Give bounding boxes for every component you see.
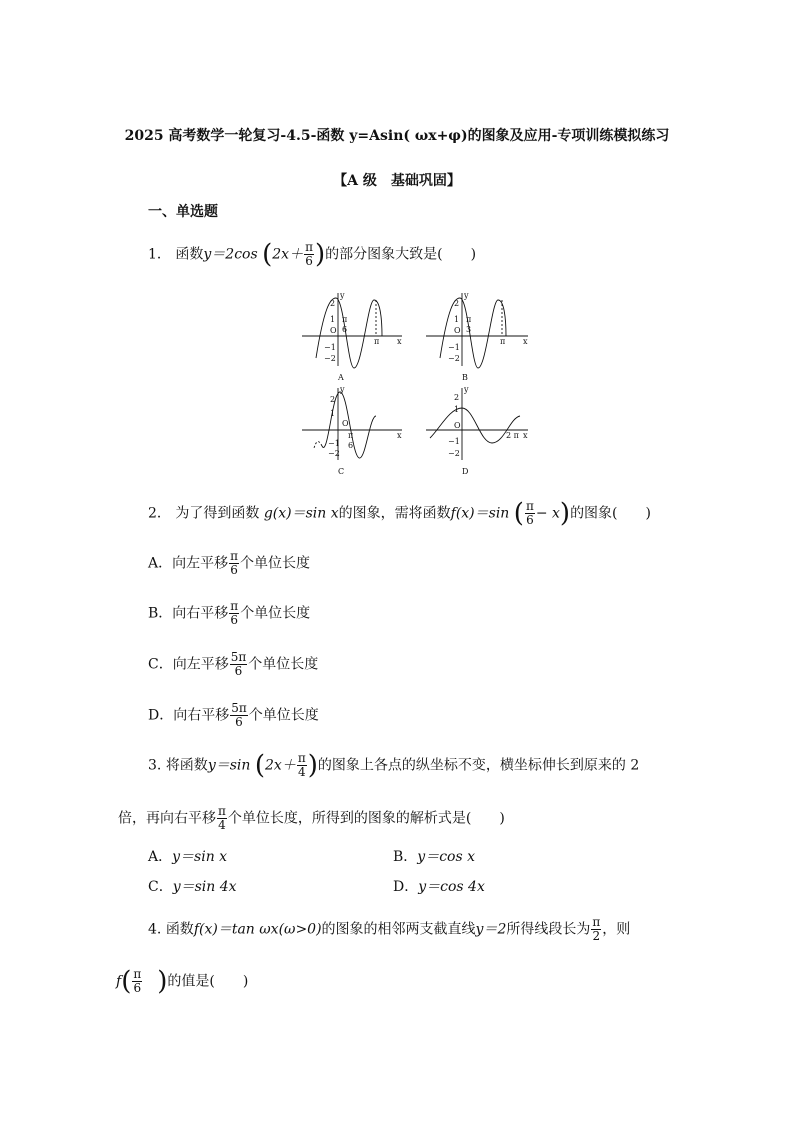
graph-c-tick: 6	[348, 441, 354, 450]
q2-option-b[interactable]: B．向右平移 $\frac{\pi}{6}$ 个单位长度	[148, 599, 311, 627]
question-4-line-2	[116, 968, 248, 995]
question-1	[148, 241, 476, 268]
graph-a-y-label: y	[340, 291, 345, 300]
graph-b-tick: 2	[454, 299, 460, 308]
graph-a-tick: 2	[330, 299, 336, 308]
fraction: $\frac{\pi}{6}$	[305, 240, 313, 268]
graph-c-tick: −1	[328, 439, 340, 448]
question-text: ，则	[602, 921, 631, 938]
question-number: 4.	[148, 921, 162, 938]
left-paren: (	[262, 239, 273, 270]
document-title: 2025 高考数学一轮复习-4.5-函数 y=Asin( ωx+φ)的图象及应用-专项训练模拟练习	[124, 128, 670, 144]
math-expression: 2x＋	[265, 757, 296, 774]
fraction: $\frac{5\pi}{6}$	[231, 701, 247, 729]
math-expression: f(x)＝sin	[450, 505, 510, 522]
q2-option-d[interactable]: D．向右平移 $\frac{5\pi}{6}$ 个单位长度	[148, 701, 319, 729]
graph-d-origin: O	[454, 421, 461, 430]
question-4	[148, 916, 630, 943]
question-number: 2．	[148, 505, 171, 522]
right-paren: )	[307, 750, 318, 781]
math-expression: g(x)＝sin x	[263, 505, 339, 522]
math-expression: 2x＋	[272, 246, 304, 263]
question-number: 3.	[148, 757, 162, 774]
q2-option-a[interactable]: A．向左平移 $\frac{\pi}{6}$ 个单位长度	[148, 549, 311, 577]
right-paren: )	[157, 966, 168, 997]
math-expression: y＝sin	[207, 757, 251, 774]
graph-d-y-label: y	[464, 385, 469, 394]
left-paren: (	[254, 750, 266, 781]
graph-c-tick: π	[348, 431, 354, 440]
graph-a-tick: −2	[324, 354, 336, 363]
left-paren: (	[513, 498, 524, 529]
graph-a-tick: π	[374, 337, 380, 346]
graph-a-x-label: x	[397, 337, 402, 346]
graph-c-caption: C	[338, 467, 345, 476]
graph-d-caption: D	[462, 467, 469, 476]
question-3-line-2	[118, 805, 505, 832]
question-text: 函数	[165, 921, 194, 938]
right-paren: )	[559, 498, 571, 529]
level-heading: 【A 级 基础巩固】	[333, 173, 461, 189]
graph-a-origin: O	[330, 326, 337, 335]
section-heading: 一、单选题	[148, 204, 218, 220]
question-text: 的图象的相邻两支截直线	[321, 921, 476, 938]
math-expression: y＝2cos	[203, 246, 258, 263]
question-number: 1．	[148, 246, 171, 263]
question-text: 的值是( )	[167, 973, 249, 990]
graph-d-tick: 2	[454, 393, 460, 402]
q3-option-a[interactable]: A．y＝sin x	[148, 849, 228, 865]
fraction: $\frac{\pi}{6}$	[230, 549, 239, 577]
math-expression: f(x)＝tan ωx(ω>0)	[193, 921, 322, 938]
question-text: 函数	[175, 246, 204, 263]
graph-b-tick: 3	[466, 325, 472, 334]
question-text: 所得线段长为	[506, 921, 591, 938]
graph-b-origin: O	[454, 326, 461, 335]
graph-c-dash	[314, 442, 322, 448]
question-text: 为了得到函数	[175, 505, 260, 522]
right-paren: )	[314, 239, 326, 270]
math-expression: − x	[535, 505, 560, 522]
graph-a-tick: −1	[324, 343, 336, 352]
math-expression: y＝2	[475, 921, 507, 938]
q3-option-b[interactable]: B．y＝cos x	[393, 849, 476, 865]
graph-d-tick: −1	[448, 437, 460, 446]
graph-b-y-label: y	[464, 291, 469, 300]
graph-c-tick: 2	[330, 395, 336, 404]
graph-a-tick: 1	[330, 315, 336, 324]
question-text: 的图象，需将函数	[338, 505, 451, 522]
graph-c-x-label: x	[397, 431, 402, 440]
graph-b-tick: −2	[448, 354, 460, 363]
graph-b-tick: π	[466, 315, 472, 324]
question-3	[148, 752, 639, 779]
graph-d-tick: −2	[448, 449, 460, 458]
graph-a-tick: 6	[342, 325, 348, 334]
answer-graphs	[300, 288, 530, 478]
graph-c-y-label: y	[340, 385, 345, 394]
graph-d-tick: 2 π	[506, 431, 519, 440]
fraction: $\frac{\pi}{6}$	[525, 499, 534, 527]
graph-a-caption: A	[338, 373, 344, 382]
graph-b-tick: −1	[448, 343, 460, 352]
q2-option-c[interactable]: C．向左平移 $\frac{5\pi}{6}$ 个单位长度	[148, 650, 319, 678]
question-text: 倍，再向右平移	[118, 810, 216, 827]
fraction: $\frac{\pi}{4}$	[297, 751, 306, 779]
graph-b-tick: 1	[454, 315, 460, 324]
fraction: $\frac{\pi}{6}$	[230, 599, 239, 627]
left-paren: (	[121, 966, 132, 997]
question-text: 个单位长度，所得到的图象的解析式是( )	[227, 810, 505, 827]
fraction: $\frac{5\pi}{6}$	[230, 650, 247, 678]
graph-d-tick: 1	[454, 405, 460, 414]
question-2	[148, 500, 651, 527]
graph-b-x-label: x	[523, 337, 528, 346]
graph-b-caption: B	[462, 373, 468, 382]
fraction: $\frac{\pi}{4}$	[218, 804, 226, 832]
question-text: 的部分图象大致是( )	[325, 246, 477, 263]
fraction: $\frac{\pi}{6}$	[133, 967, 142, 995]
question-text: 的图象上各点的纵坐标不变，横坐标伸长到原来的 2	[317, 757, 640, 774]
question-text: 的图象( )	[570, 505, 651, 522]
graph-a-tick: π	[342, 315, 348, 324]
question-text: 将函数	[165, 757, 208, 774]
math-expression: f	[116, 973, 122, 990]
q3-option-d[interactable]: D．y＝cos 4x	[393, 879, 485, 895]
fraction: $\frac{\pi}{2}$	[592, 915, 601, 943]
graph-b-tick: π	[500, 337, 506, 346]
graph-c-origin: O	[342, 419, 349, 428]
q3-option-c[interactable]: C．y＝sin 4x	[148, 879, 237, 895]
graph-c-tick: −2	[328, 449, 340, 458]
graph-d-x-label: x	[523, 431, 528, 440]
graph-c-tick: 1	[330, 409, 336, 418]
